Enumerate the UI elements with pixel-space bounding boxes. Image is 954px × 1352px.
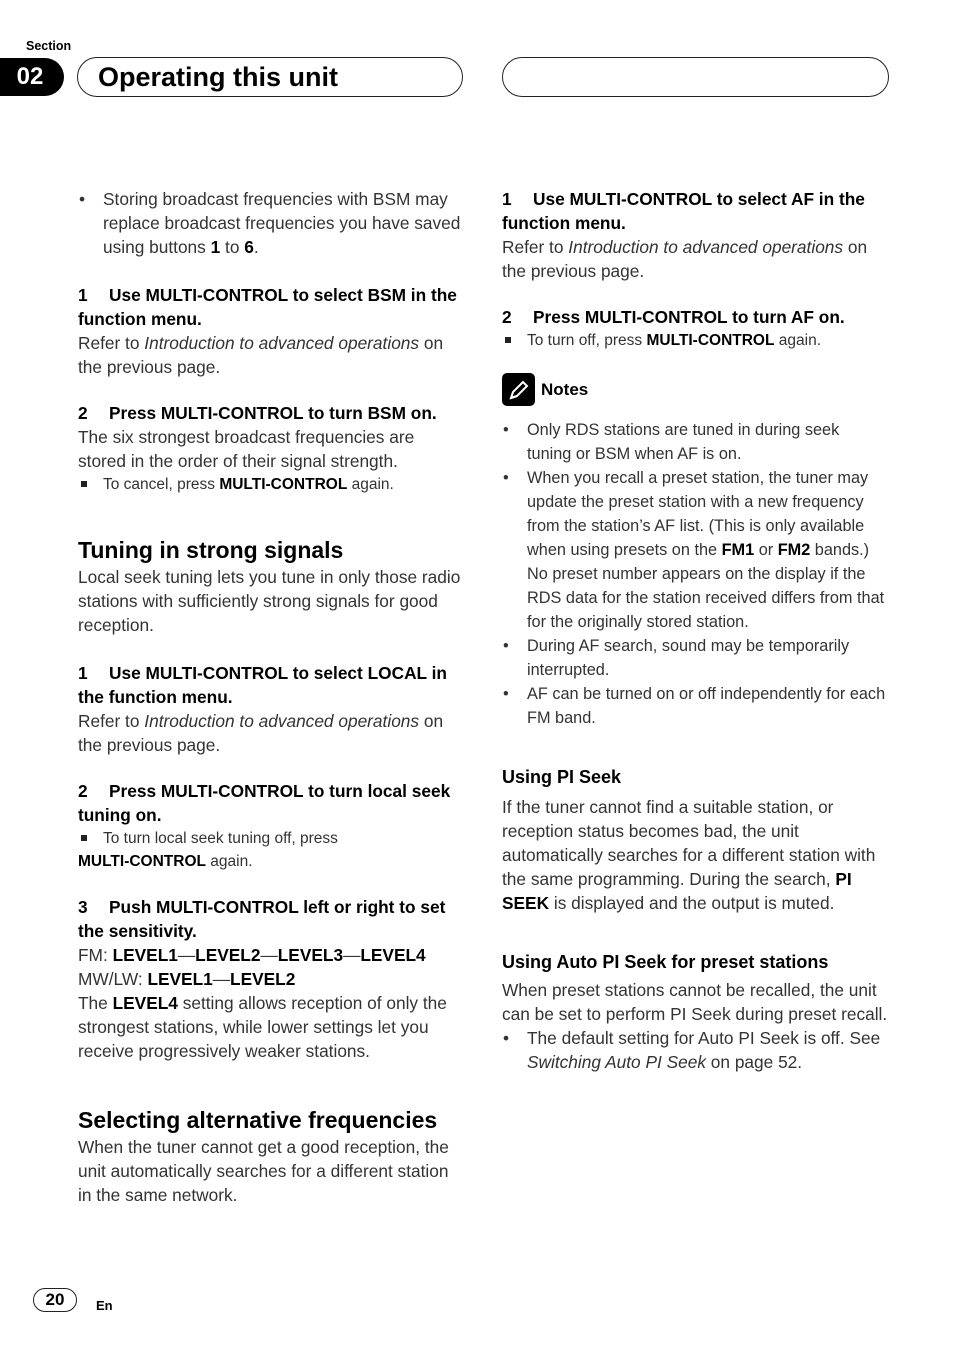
local-step-2: 2 Press MULTI-CONTROL to turn local seek tuning on. [78,781,451,825]
bsm-step-2-body: The six strongest broadcast frequencies are stored in the order of their signal strength. [78,427,415,471]
page-title: Operating this unit [98,62,338,92]
bsm-step-2: 2 Press MULTI-CONTROL to turn BSM on. [78,403,437,423]
local-off-note-cont: MULTI-CONTROL again. [78,853,253,870]
alt-freq-intro: When the tuner cannot get a good reception, the unit automatically searches for a different station in the same network. [78,1137,449,1205]
left-column [78,187,464,1207]
section-number-badge: 02 [0,58,64,96]
tuning-heading: Tuning in strong signals [78,537,344,563]
notes-header [502,373,888,406]
notes-label: Notes [541,379,589,399]
note-item: • Only RDS stations are tuned in during seek tuning or BSM when AF is on. [502,418,888,466]
af-step-2: 2 Press MULTI-CONTROL to turn AF on. [502,307,845,327]
local-step-1-reference: Refer to Introduction to advanced operations on the previous page. [78,711,444,755]
pencil-note-icon [502,373,535,406]
af-off-note: To turn off, press MULTI-CONTROL again. [502,329,888,352]
af-step-1-reference: Refer to Introduction to advanced operations on the previous page. [502,237,868,281]
mwlw-levels: MW/LW: LEVEL1—LEVEL2 [78,969,296,989]
right-column [502,187,888,1074]
af-step-1: 1 Use MULTI-CONTROL to select AF in the function menu. [502,189,865,233]
auto-pi-bullet: • The default setting for Auto PI Seek is off. See Switching Auto PI Seek on page 52. [502,1026,888,1074]
note-item: • When you recall a preset station, the tuner may update the preset station with a new frequency from the station’s AF list. (This is only available when using presets on the FM1 or FM2 bands.) No preset number appears on the display if the RDS data for the station received differs from that for the originally stored station. [502,466,888,634]
auto-pi-body: When preset stations cannot be recalled, the unit can be set to perform PI Seek during preset recall. [502,980,888,1024]
local-off-note: To turn local seek tuning off, press [78,827,464,850]
local-step-3: 3 Push MULTI-CONTROL left or right to set the sensitivity. [78,897,446,941]
empty-header-frame [502,57,889,97]
bsm-step-1: 1 Use MULTI-CONTROL to select BSM in the function menu. [78,285,457,329]
language-code: En [96,1298,113,1313]
tuning-intro: Local seek tuning lets you tune in only those radio stations with sufficiently strong signals for good reception. [78,567,461,635]
bsm-cancel-note: To cancel, press MULTI-CONTROL again. [78,473,464,496]
auto-pi-heading: Using Auto PI Seek for preset stations [502,952,829,972]
note-item: • AF can be turned on or off independently for each FM band. [502,682,888,730]
note-item: • During AF search, sound may be temporarily interrupted. [502,634,888,682]
bsm-warning-bullet: • Storing broadcast frequencies with BSM may replace broadcast frequencies you have saved using buttons 1 to 6. [78,187,464,259]
bsm-step-1-reference: Refer to Introduction to advanced operations on the previous page. [78,333,444,377]
local-step-1: 1 Use MULTI-CONTROL to select LOCAL in the function menu. [78,663,447,707]
pi-seek-heading: Using PI Seek [502,767,622,787]
page-number: 20 [33,1288,77,1312]
level4-note: The LEVEL4 setting allows reception of only the strongest stations, while lower settings let you receive progressively weaker stations. [78,993,447,1061]
pi-seek-body: If the tuner cannot find a suitable station, or reception status becomes bad, the unit automatically searches for a different station with the same programming. During the search, PI SEEK is displayed and the output is muted. [502,797,876,913]
alt-freq-heading: Selecting alternative frequencies [78,1107,438,1133]
fm-levels: FM: LEVEL1—LEVEL2—LEVEL3—LEVEL4 [78,945,426,965]
section-label: Section [26,39,72,53]
